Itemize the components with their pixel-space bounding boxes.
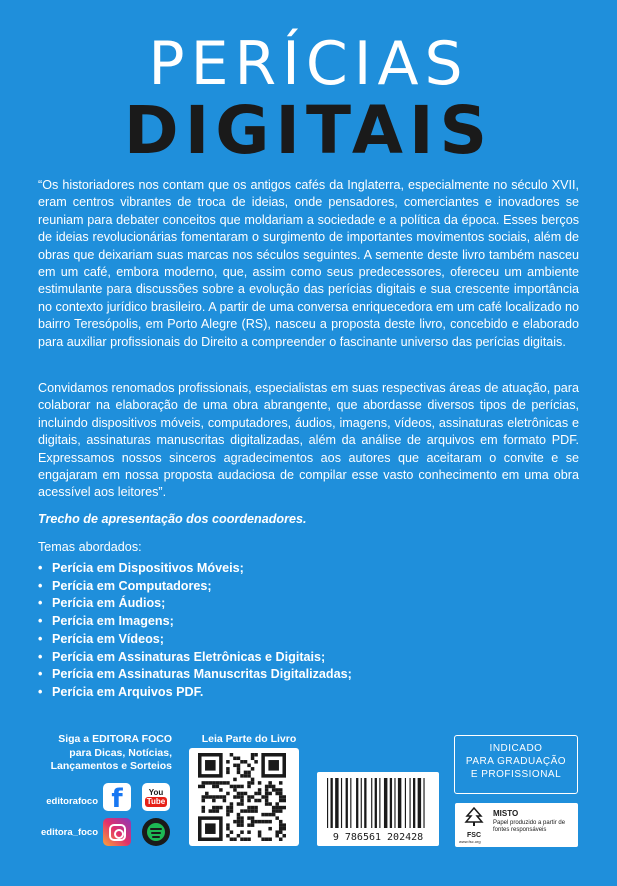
- bullet: •: [38, 649, 43, 664]
- bullet: •: [38, 561, 43, 575]
- bullet: •: [38, 631, 43, 646]
- bullet: •: [38, 596, 43, 611]
- fsc-badge: [455, 803, 578, 847]
- facebook-icon[interactable]: f: [103, 783, 131, 811]
- instagram-handle[interactable]: editora_foco: [40, 827, 98, 838]
- bullet: •: [38, 578, 43, 593]
- follow-text: Siga a EDITORA FOCO para Dicas, Notícias, Lançamentos e Sorteios: [50, 733, 172, 772]
- topic-item: • Perícia em Assinaturas Manuscritas Digitalizadas;: [38, 666, 352, 684]
- topic-item: • Perícia em Áudios;: [38, 595, 352, 613]
- topic-item: • Perícia em Vídeos;: [38, 631, 352, 649]
- topic-item: • Perícia em Computadores;: [38, 578, 352, 596]
- bullet: •: [38, 667, 43, 682]
- fsc-url: www.fsc.org: [459, 839, 481, 844]
- bullet: •: [38, 614, 43, 629]
- spotify-icon[interactable]: [142, 818, 170, 846]
- barcode: [317, 772, 439, 846]
- topic-item: • Perícia em Imagens;: [38, 613, 352, 631]
- body-paragraph-1: “Os historiadores nos contam que os antigos cafés da Inglaterra, especialmente no século XVII, eram centros vibrantes de troca de ideias, onde pensadores, comerciantes e inovadores se reuniam para debater conceitos que moldariam a sociedade e a política da época. Esses berços de ideias revolucionárias fomentaram o surgimento de importantes movimentos sociais, além de obras que deixariam suas marcas nos séculos seguintes. A semente deste livro também nasceu em um café, embora moderno, que, assim como seus predecessores, ofereceu um ambiente estimulante para discussões sobre a evolução das perícias digitais e sua crescente importância no contexto jurídico brasileiro. A partir de uma conversa enriquecedora em um café localizado no bairro Teresópolis, em Porto Alegre (RS), nasceu a proposta deste livro, concebido e elaborado para auxiliar profissionais do Direito a compreender o fascinante universo das perícias digitais.: [38, 178, 579, 349]
- title-line-1: PERÍCIAS: [148, 29, 469, 99]
- barcode-number: 9 786561 202428: [332, 832, 424, 843]
- bullet: •: [38, 684, 43, 699]
- topics-list: [38, 560, 352, 702]
- qr-code[interactable]: [189, 748, 299, 846]
- facebook-handle[interactable]: editorafoco: [46, 796, 98, 807]
- title-line-2: DIGITAIS: [123, 92, 494, 169]
- body-paragraph-2: Convidamos renomados profissionais, especialistas em suas respectivas áreas de atuação, para colaborar na elaboração de uma obra abrangente, que abordasse diversos tipos de perícias, incluindo dispositivos móveis, computadores, áudios, imagens, vídeos, assinaturas eletrônicas e digitais, assinaturas manuscritas digitalizadas, além da análise de arquivos em formato PDF. Expressamos nossos sinceros agradecimentos aos autores que aceitaram o convite e se engajaram em nossa proposta audaciosa de compilar esse vasto conhecimento em uma obra acessível aos leitores”.: [38, 381, 579, 500]
- indicado-badge: INDICADO PARA GRADUAÇÃO E PROFISSIONAL: [454, 735, 578, 794]
- youtube-icon[interactable]: You Tube: [142, 783, 170, 811]
- signature: Trecho de apresentação dos coordenadores.: [38, 512, 307, 526]
- leia-parte-label: Leia Parte do Livro: [201, 733, 297, 745]
- fsc-description: Papel produzido a partir de fontes responsáveis: [493, 820, 566, 833]
- fsc-misto: MISTO: [493, 809, 519, 818]
- topics-heading: Temas abordados:: [38, 540, 142, 554]
- instagram-icon[interactable]: [103, 818, 131, 846]
- topic-item: • Perícia em Arquivos PDF.: [38, 684, 352, 702]
- topic-item: • Perícia em Dispositivos Móveis;: [38, 560, 352, 578]
- topic-item: • Perícia em Assinaturas Eletrônicas e Digitais;: [38, 649, 352, 667]
- fsc-tree-icon: FSC: [461, 807, 487, 839]
